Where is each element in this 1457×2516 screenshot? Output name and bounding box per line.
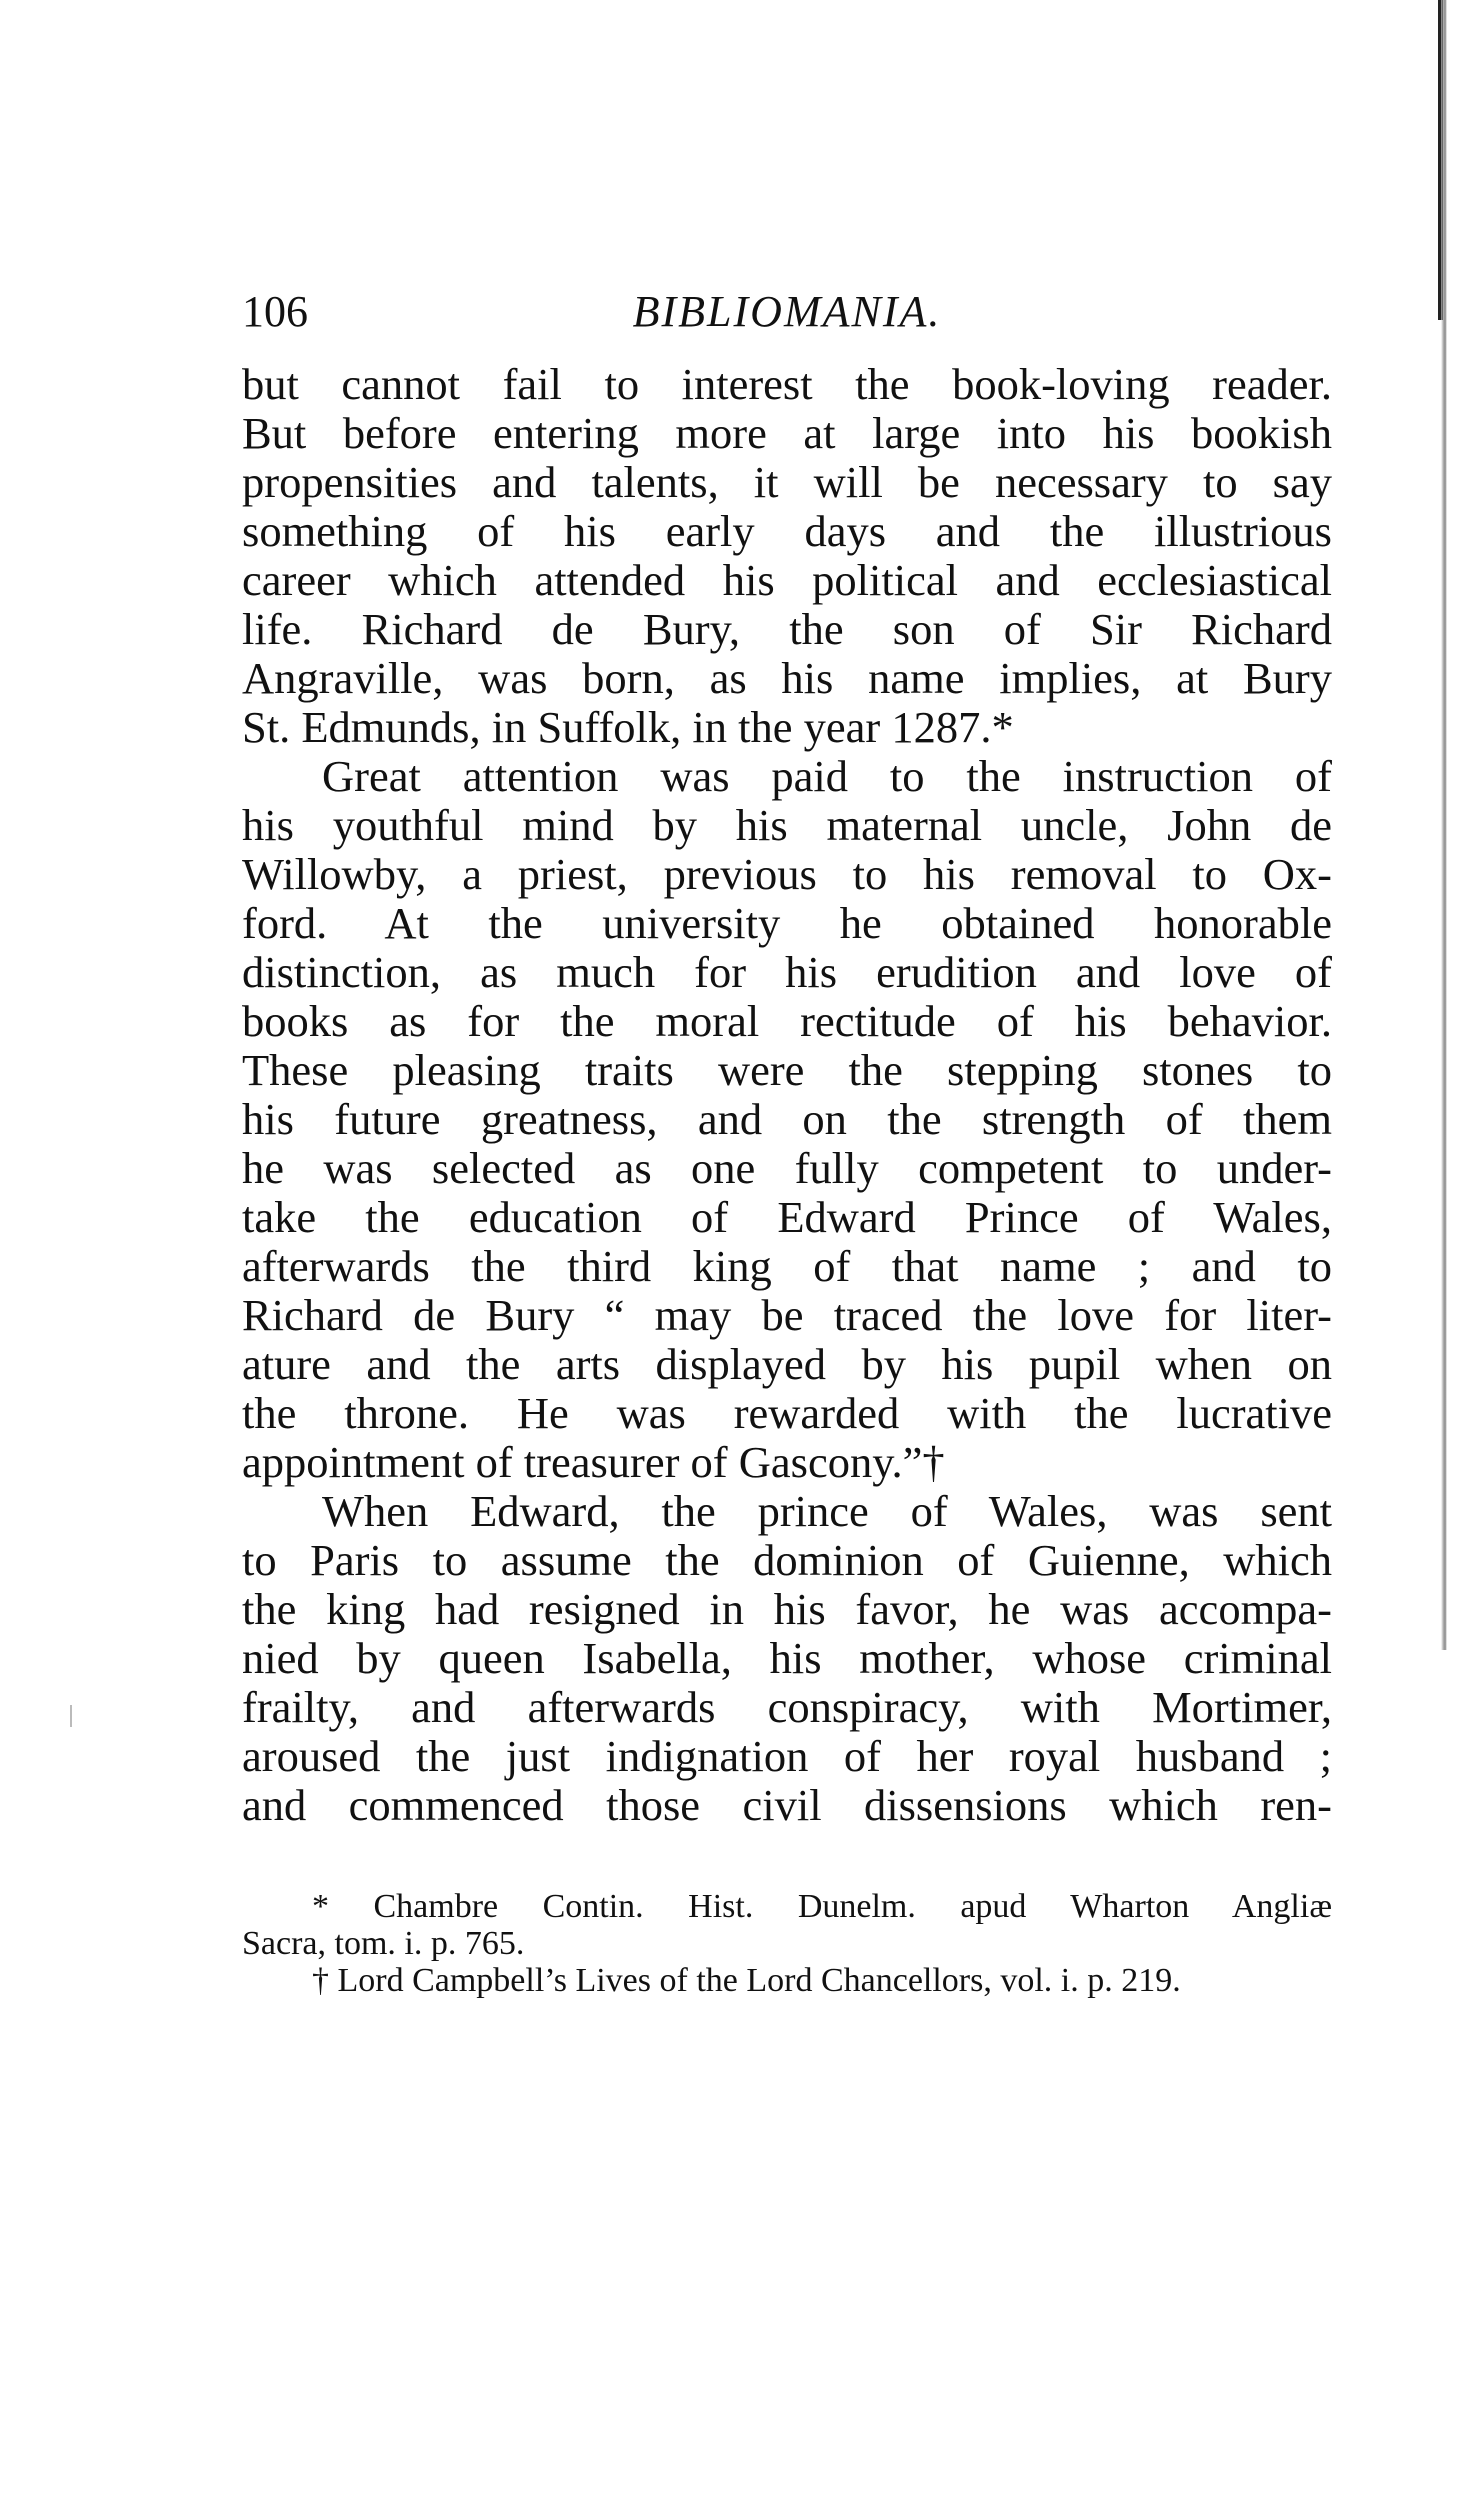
text-line: aroused the just indignation of her royal husband ;: [242, 1731, 1332, 1781]
text-line: afterwards the third king of that name ; and to: [242, 1241, 1332, 1291]
text-line: he was selected as one fully competent to under-: [242, 1143, 1332, 1193]
text-line: distinction, as much for his erudition and love of: [242, 947, 1332, 997]
text-line: frailty, and afterwards conspiracy, with Mortimer,: [242, 1682, 1332, 1732]
text-line: ature and the arts displayed by his pupil when on: [242, 1339, 1332, 1389]
page-number: 106: [242, 287, 308, 336]
footnote-line: * Chambre Contin. Hist. Dunelm. apud Wharton Angliæ: [312, 1888, 1332, 1925]
running-title: BIBLIOMANIA.: [632, 287, 942, 336]
text-line: and commenced those civil dissensions which ren-: [242, 1780, 1332, 1830]
footnotes: [242, 1888, 1332, 1999]
text-line: Willowby, a priest, previous to his removal to Ox-: [242, 849, 1332, 899]
text-line: These pleasing traits were the stepping stones to: [242, 1045, 1332, 1095]
text-line: appointment of treasurer of Gascony.”†: [242, 1437, 945, 1487]
running-head: [242, 282, 1332, 342]
text-line: the throne. He was rewarded with the lucrative: [242, 1388, 1332, 1438]
footnote-line: † Lord Campbell’s Lives of the Lord Chancellors, vol. i. p. 219.: [312, 1962, 1181, 1999]
text-line: St. Edmunds, in Suffolk, in the year 1287.*: [242, 702, 1014, 752]
text-line: When Edward, the prince of Wales, was sent: [322, 1486, 1332, 1536]
text-line: take the education of Edward Prince of Wales,: [242, 1192, 1332, 1242]
footnote-line: Sacra, tom. i. p. 765.: [242, 1925, 525, 1962]
body-text: [242, 360, 1332, 1830]
text-line: life. Richard de Bury, the son of Sir Richard: [242, 604, 1332, 654]
text-line: nied by queen Isabella, his mother, whose criminal: [242, 1633, 1332, 1683]
text-line: Angraville, was born, as his name implies, at Bury: [242, 653, 1332, 703]
text-line: the king had resigned in his favor, he was accompa-: [242, 1584, 1332, 1634]
text-line: books as for the moral rectitude of his behavior.: [242, 996, 1332, 1046]
text-line: propensities and talents, it will be necessary to say: [242, 457, 1332, 507]
text-line: Great attention was paid to the instruction of: [322, 751, 1332, 801]
text-line: ford. At the university he obtained honorable: [242, 898, 1332, 948]
stray-mark: [70, 1705, 72, 1727]
text-line: but cannot fail to interest the book-loving reader.: [242, 359, 1332, 409]
text-line: Richard de Bury “ may be traced the love for liter-: [242, 1290, 1332, 1340]
text-line: to Paris to assume the dominion of Guienne, which: [242, 1535, 1332, 1585]
text-line: his future greatness, and on the strength of them: [242, 1094, 1332, 1144]
text-line: career which attended his political and ecclesiastical: [242, 555, 1332, 605]
text-line: something of his early days and the illustrious: [242, 506, 1332, 556]
binding-edge-fade: [1441, 0, 1447, 1650]
text-line: But before entering more at large into his bookish: [242, 408, 1332, 458]
text-line: his youthful mind by his maternal uncle, John de: [242, 800, 1332, 850]
